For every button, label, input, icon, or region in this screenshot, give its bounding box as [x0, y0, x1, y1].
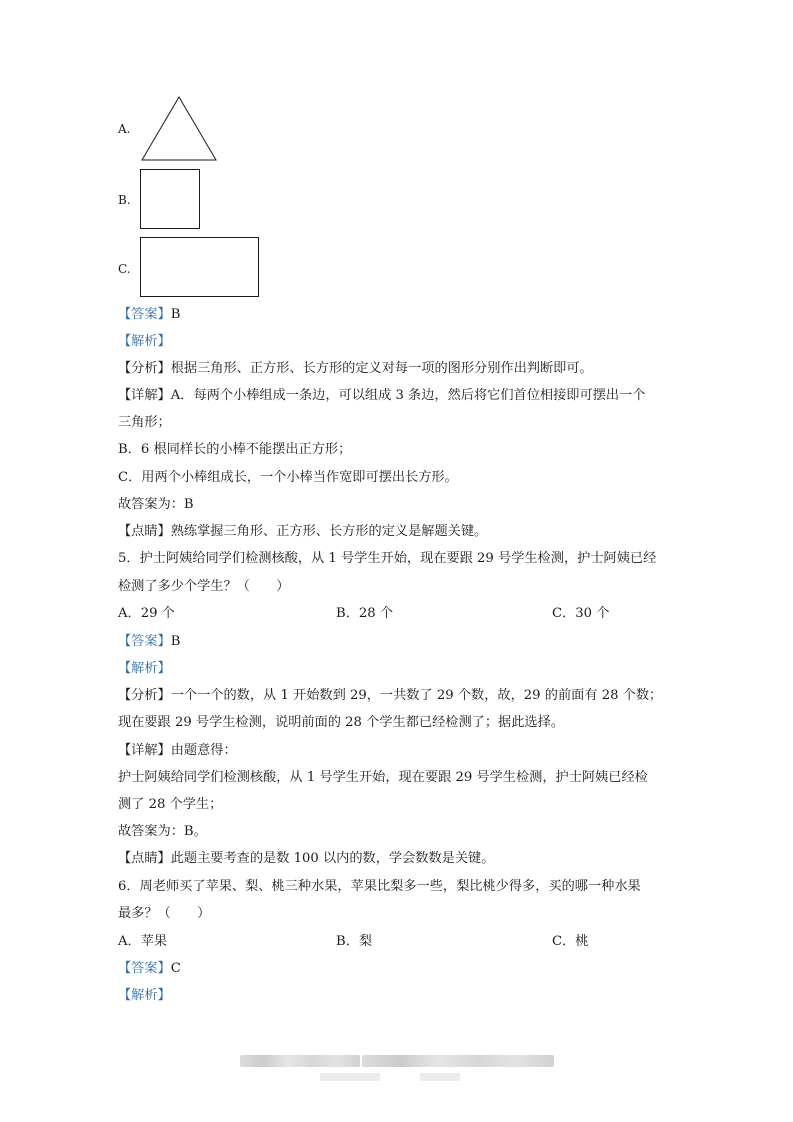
q4-xiangjie-line2: 三角形；	[118, 415, 171, 430]
q5-stem-line1: 5．护士阿姨给同学们检测核酸，从 1 号学生开始，现在要跟 29 号学生检测，护士阿姨已经	[118, 551, 657, 566]
fenxi-text: 根据三角形、正方形、长方形的定义对每一项的图形分别作出判断即可。	[170, 361, 593, 376]
q5-fenxi-line2: 现在要跟 29 号学生检测，说明前面的 28 个学生都已经检测了；据此选择。	[118, 715, 564, 730]
triangle-figure	[141, 96, 217, 162]
q6-option-b: B．梨	[336, 934, 373, 949]
answer-value: B	[170, 634, 181, 649]
q6-jiexi-line	[118, 987, 171, 1005]
dianjing-text: 熟练掌握三角形、正方形、长方形的定义是解题关键。	[170, 524, 488, 539]
rectangle-figure	[140, 237, 260, 298]
q5-xiangjie-line1: 护士阿姨给同学们检测核酸，从 1 号学生开始，现在要跟 29 号学生检测，护士阿姨已经检	[118, 770, 648, 785]
option-b-label: B.	[118, 193, 131, 207]
fenxi-text: 一个一个的数，从 1 开始数到 29，一共数了 29 个数，故，29 的前面有 28 个数；	[170, 688, 663, 703]
q5-answer-line	[118, 633, 180, 651]
q4-dianjing-line	[118, 523, 487, 541]
q5-jiexi-line	[118, 660, 171, 678]
option-c-label: C.	[118, 262, 131, 276]
q6-stem-line1: 6．周老师买了苹果、梨、桃三种水果，苹果比梨多一些，梨比桃少得多，买的哪一种水果	[118, 879, 641, 894]
xiangjie-text: A．每两个小棒组成一条边，可以组成 3 条边，然后将它们首位相接即可摆出一个	[170, 388, 646, 403]
option-a-label: A.	[118, 122, 131, 136]
q5-stem-line2: 检测了多少个学生？（ ）	[118, 579, 290, 594]
q5-option-b: B．28 个	[336, 606, 394, 621]
q4-xiangjie-line3: B．6 根同样长的小棒不能摆出正方形；	[118, 442, 352, 457]
jiexi-tag: 【解析】	[118, 334, 171, 349]
answer-tag: 【答案】	[118, 307, 171, 322]
answer-value: B	[170, 307, 181, 322]
fenxi-tag: 【分析】	[118, 688, 171, 703]
xiangjie-tag: 【详解】	[118, 388, 171, 403]
xiangjie-text: 由题意得：	[170, 743, 237, 758]
q4-fenxi-line	[118, 360, 593, 378]
answer-tag: 【答案】	[118, 634, 171, 649]
q4-conclusion: 故答案为：B	[118, 497, 194, 512]
jiexi-tag: 【解析】	[118, 661, 171, 676]
dianjing-text: 此题主要考查的是数 100 以内的数，学会数数是关键。	[170, 851, 495, 866]
q6-answer-line	[118, 960, 181, 978]
square-figure	[140, 169, 201, 230]
q5-option-c: C．30 个	[552, 606, 610, 621]
fenxi-tag: 【分析】	[118, 361, 171, 376]
q6-option-c: C．桃	[552, 934, 589, 949]
q4-answer-line	[118, 306, 180, 324]
answer-tag: 【答案】	[118, 961, 171, 976]
jiexi-tag: 【解析】	[118, 988, 171, 1003]
q5-conclusion: 故答案为：B。	[118, 824, 207, 839]
q6-option-a: A．苹果	[118, 934, 168, 949]
q5-xiangjie-line	[118, 742, 237, 760]
q4-xiangjie-line4: C．用两个小棒组成长，一个小棒当作宽即可摆出长方形。	[118, 470, 458, 485]
answer-value: C	[170, 961, 181, 976]
dianjing-tag: 【点睛】	[118, 524, 171, 539]
xiangjie-tag: 【详解】	[118, 743, 171, 758]
q5-dianjing-line	[118, 850, 494, 868]
q5-option-a: A．29 个	[118, 606, 175, 621]
q5-fenxi-line	[118, 687, 662, 705]
q4-jiexi-line	[118, 333, 171, 351]
dianjing-tag: 【点睛】	[118, 851, 171, 866]
q4-xiangjie-line	[118, 387, 645, 405]
q5-xiangjie-line2: 测了 28 个学生；	[118, 797, 223, 812]
q6-stem-line2: 最多？（ ）	[118, 906, 211, 921]
